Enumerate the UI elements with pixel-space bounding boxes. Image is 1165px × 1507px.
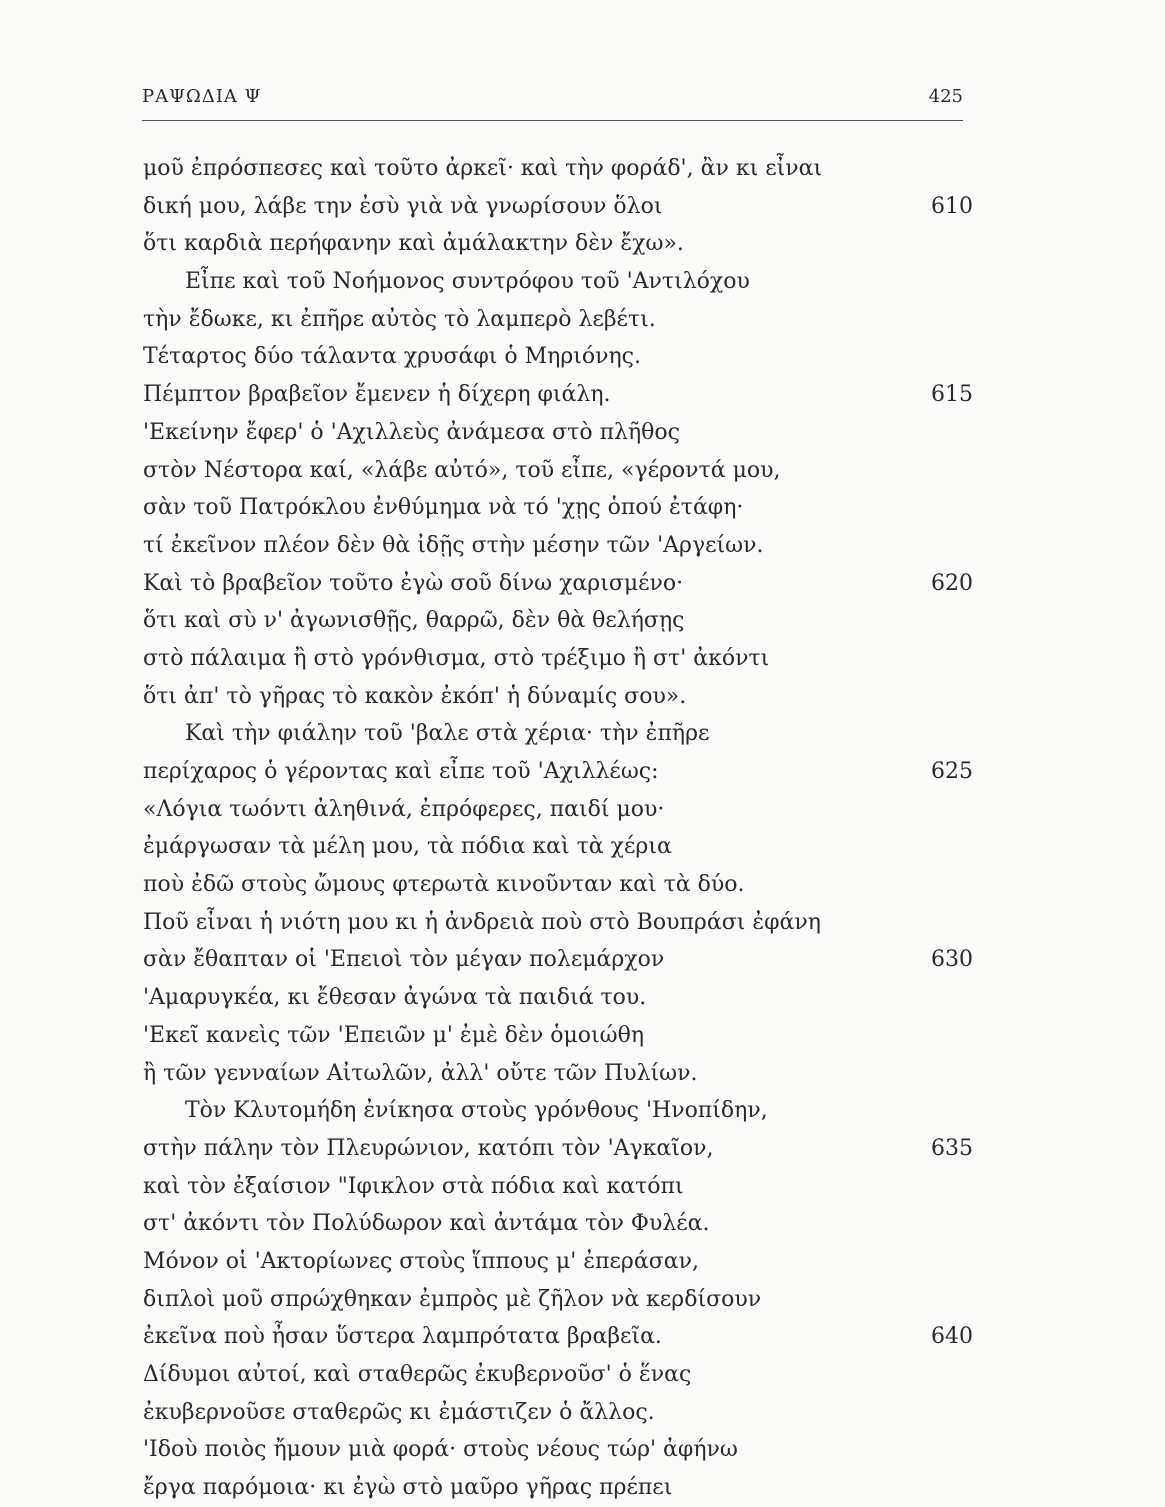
verse-text: τί ἐκεῖνον πλέον δὲν θὰ ἰδῇς στὴν μέσην τῶν 'Αργείων.: [143, 532, 764, 558]
verse-line: [143, 1394, 973, 1432]
verse-line: [143, 1431, 973, 1469]
verse-text: Καὶ τὸ βραβεῖον τοῦτο ἐγὼ σοῦ δίνω χαρισμένο·: [143, 570, 684, 596]
verse-text: «Λόγια τωόντι ἀληθινά, ἐπρόφερες, παιδί μου·: [143, 796, 665, 822]
verse-text: μοῦ ἐπρόσπεσες καὶ τοῦτο ἀρκεῖ· καὶ τὴν φοράδ', ἂν κι εἶναι: [143, 156, 823, 181]
verse-line: [143, 753, 973, 791]
verse-line: [143, 1469, 973, 1507]
verse-text: τὴν ἔδωκε, κι ἐπῆρε αὐτὸς τὸ λαμπερὸ λεβέτι.: [143, 306, 656, 332]
verse-text: δική μου, λάβε την ἐσὺ γιὰ νὰ γνωρίσουν ὅλοι: [143, 193, 663, 219]
verse-text: 'Εκείνην ἔφερ' ὁ 'Αχιλλεὺς ἀνάμεσα στὸ πλῆθος: [143, 419, 680, 445]
verse-line: [143, 678, 973, 716]
verse-text: Τὸν Κλυτομήδη ἐνίκησα στοὺς γρόνθους 'Ηνοπίδην,: [185, 1098, 768, 1124]
line-number: 635: [931, 1135, 973, 1161]
running-header: [142, 86, 963, 121]
line-number: 630: [931, 947, 973, 973]
verse-text: ἐμάργωσαν τὰ μέλη μου, τὰ πόδια καὶ τὰ χέρια: [143, 834, 672, 860]
verse-text: Τέταρτος δύο τάλαντα χρυσάφι ὁ Μηριόνης.: [143, 344, 641, 370]
verse-line: [143, 414, 973, 452]
verse-line: [143, 1205, 973, 1243]
verse-text: ὅτι ἀπ' τὸ γῆρας τὸ κακὸν ἐκόπ' ἡ δύναμίς σου».: [143, 683, 687, 709]
verse-text: ὅτι καὶ σὺ ν' ἀγωνισθῇς, θαρρῶ, δὲν θὰ θελήσῃς: [143, 608, 685, 634]
verse-text: Δίδυμοι αὐτοί, καὶ σταθερῶς ἐκυβερνοῦσ' ὁ ἕνας: [143, 1362, 692, 1387]
verse-line: [143, 150, 973, 188]
verse-text: 'Ιδοὺ ποιὸς ἤμουν μιὰ φορά· στοὺς νέους τώρ' ἀφήνω: [143, 1437, 738, 1463]
line-number: 620: [931, 570, 973, 596]
verse-text: στὸν Νέστορα καί, «λάβε αὐτό», τοῦ εἶπε, «γέροντά μου,: [143, 457, 781, 483]
line-number: 615: [931, 382, 973, 408]
verse-text: Καὶ τὴν φιάλην τοῦ 'βαλε στὰ χέρια· τὴν ἐπῆρε: [185, 721, 710, 747]
verse-line: [143, 791, 973, 829]
verse-text: ἔργα παρόμοια· κι ἐγὼ στὸ μαῦρο γῆρας πρέπει: [143, 1475, 673, 1501]
verse-line: [143, 1243, 973, 1281]
verse-line: [143, 1092, 973, 1130]
verse-text: ποὺ ἐδῶ στοὺς ὤμους φτερωτὰ κινοῦνταν καὶ τὰ δύο.: [143, 872, 745, 898]
chapter-title: ΡΑΨΩΔΙΑ Ψ: [142, 86, 262, 107]
line-number: 610: [931, 193, 973, 219]
verse-line: [143, 1318, 973, 1356]
verse-text: καὶ τὸν ἐξαίσιον "Ιφικλον στὰ πόδια καὶ κατόπι: [143, 1173, 684, 1199]
verse-line: [143, 376, 973, 414]
verse-line: [143, 715, 973, 753]
verse-line: [143, 338, 973, 376]
verse-line: [143, 1168, 973, 1206]
verse-line: [143, 640, 973, 678]
line-number: 625: [931, 759, 973, 784]
verse-line: [143, 1017, 973, 1055]
verse-line: [143, 225, 973, 263]
verse-line: [143, 1281, 973, 1319]
verse-line: [143, 941, 973, 979]
verse-text: στὸ πάλαιμα ἢ στὸ γρόνθισμα, στὸ τρέξιμο ἢ στ' ἀκόντι: [143, 645, 770, 671]
verse-line: [143, 527, 973, 565]
verse-text: στ' ἀκόντι τὸν Πολύδωρον καὶ ἀντάμα τὸν Φυλέα.: [143, 1211, 710, 1237]
verse-text: Πέμπτον βραβεῖον ἔμενεν ἡ δίχερη φιάλη.: [143, 382, 611, 408]
verse-text: Ποῦ εἶναι ἡ νιότη μου κι ἡ ἀνδρειὰ ποὺ στὸ Βουπράσι ἐφάνη: [143, 909, 821, 935]
verse-line: [143, 1130, 973, 1168]
verse-text: 'Αμαρυγκέα, κι ἔθεσαν ἀγώνα τὰ παιδιά του.: [143, 985, 647, 1011]
verse-line: [143, 301, 973, 339]
verse-line: [143, 452, 973, 490]
verse-text: Εἶπε καὶ τοῦ Νοήμονος συντρόφου τοῦ 'Αντιλόχου: [185, 269, 750, 295]
verse-line: [143, 565, 973, 603]
verse-line: [143, 489, 973, 527]
verse-text: διπλοὶ μοῦ σπρώχθηκαν ἐμπρὸς μὲ ζῆλον νὰ κερδίσουν: [143, 1286, 762, 1312]
verse-text: ἐκεῖνα ποὺ ἦσαν ὕστερα λαμπρότατα βραβεῖα.: [143, 1324, 662, 1350]
verse-line: [143, 1055, 973, 1093]
verse-text: ὅτι καρδιὰ περήφανην καὶ ἀμάλακτην δὲν ἔχω».: [143, 231, 684, 257]
verse-line: [143, 866, 973, 904]
verse-line: [143, 828, 973, 866]
verse-line: [143, 188, 973, 226]
verse-text: 'Εκεῖ κανεὶς τῶν 'Επειῶν μ' ἐμὲ δὲν ὁμοιώθη: [143, 1022, 645, 1048]
page-number: 425: [928, 86, 963, 107]
verse-line: [143, 1356, 973, 1394]
line-number: 640: [931, 1324, 973, 1350]
verse-line: [143, 979, 973, 1017]
verse-text: περίχαρος ὁ γέροντας καὶ εἶπε τοῦ 'Αχιλλέως:: [143, 759, 659, 784]
verse-line: [143, 904, 973, 942]
verse-text: σὰν ἔθαπταν οἱ 'Επειοὶ τὸν μέγαν πολεμάρχον: [143, 947, 665, 973]
verse-line: [143, 263, 973, 301]
verse-text: ἐκυβερνοῦσε σταθερῶς κι ἐμάστιζεν ὁ ἄλλος.: [143, 1399, 655, 1425]
verse-text: στὴν πάλην τὸν Πλευρώνιον, κατόπι τὸν 'Αγκαῖον,: [143, 1135, 714, 1161]
verse-text: ἢ τῶν γενναίων Αἰτωλῶν, ἀλλ' οὔτε τῶν Πυλίων.: [143, 1060, 698, 1086]
verse-text: σὰν τοῦ Πατρόκλου ἐνθύμημα νὰ τό 'χῃς ὁπού ἐτάφη·: [143, 495, 744, 521]
verse-line: [143, 602, 973, 640]
verse-text: Μόνον οἱ 'Ακτορίωνες στοὺς ἵππους μ' ἐπεράσαν,: [143, 1248, 699, 1274]
verse-body: [143, 150, 973, 1507]
